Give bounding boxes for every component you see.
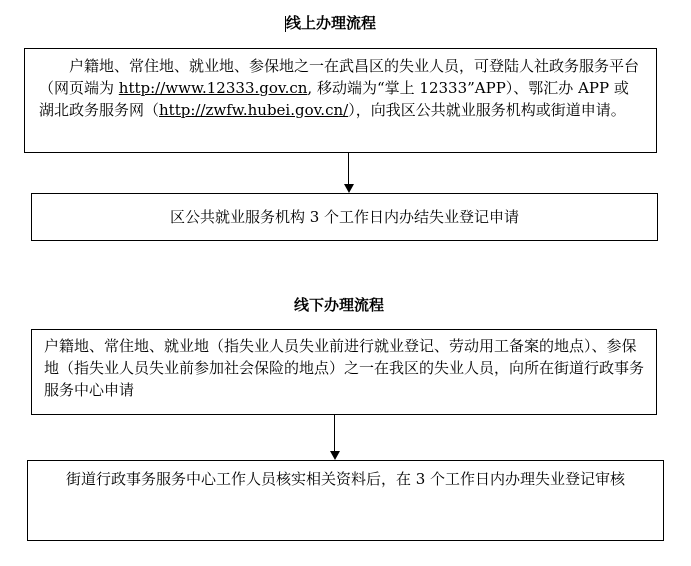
offline-step-review-text: 街道行政事务服务中心工作人员核实相关资料后，在 3 个工作日内办理失业登记审核	[65, 470, 626, 488]
offline-process-title: 线下办理流程	[294, 296, 385, 314]
online-step-apply	[24, 48, 657, 153]
offline-step-apply	[31, 329, 657, 415]
online-apply-suffix: ），向我区公共就业服务机构或街道申请。	[348, 101, 626, 119]
online-step-apply-text	[39, 55, 642, 121]
flow-arrow-online	[344, 153, 354, 193]
offline-step-apply-text: 户籍地、常住地、就业地（指失业人员失业前进行就业登记、劳动用工备案的地点）、参保地（指失业人员失业前参加社会保险的地点）之一在我区的失业人员，向所在街道行政事务服务中心申请	[44, 337, 645, 399]
web-portal-link[interactable]: http://www.12333.gov.cn	[118, 79, 308, 97]
arrow-head-icon	[344, 184, 354, 193]
online-process-title: 线上办理流程	[286, 14, 377, 32]
online-step-complete-text: 区公共就业服务机构 3 个工作日内办结失业登记申请	[169, 208, 520, 226]
arrow-head-icon	[330, 451, 340, 460]
hubei-gov-link[interactable]: http://zwfw.hubei.gov.cn/	[159, 101, 349, 119]
online-apply-middle: , 移动端为“掌上 12333”APP）、鄂汇办 APP 或湖北政务服务网（	[39, 79, 629, 119]
flow-arrow-offline	[330, 415, 340, 460]
arrow-shaft	[334, 415, 335, 451]
offline-step-review	[27, 460, 664, 541]
online-apply-prefix: 户籍地、常住地、就业地、参保地之一在武昌区的失业人员，可登陆人社政务服务平台（网页端为	[39, 57, 640, 97]
online-step-complete	[31, 193, 658, 241]
arrow-shaft	[348, 153, 349, 184]
